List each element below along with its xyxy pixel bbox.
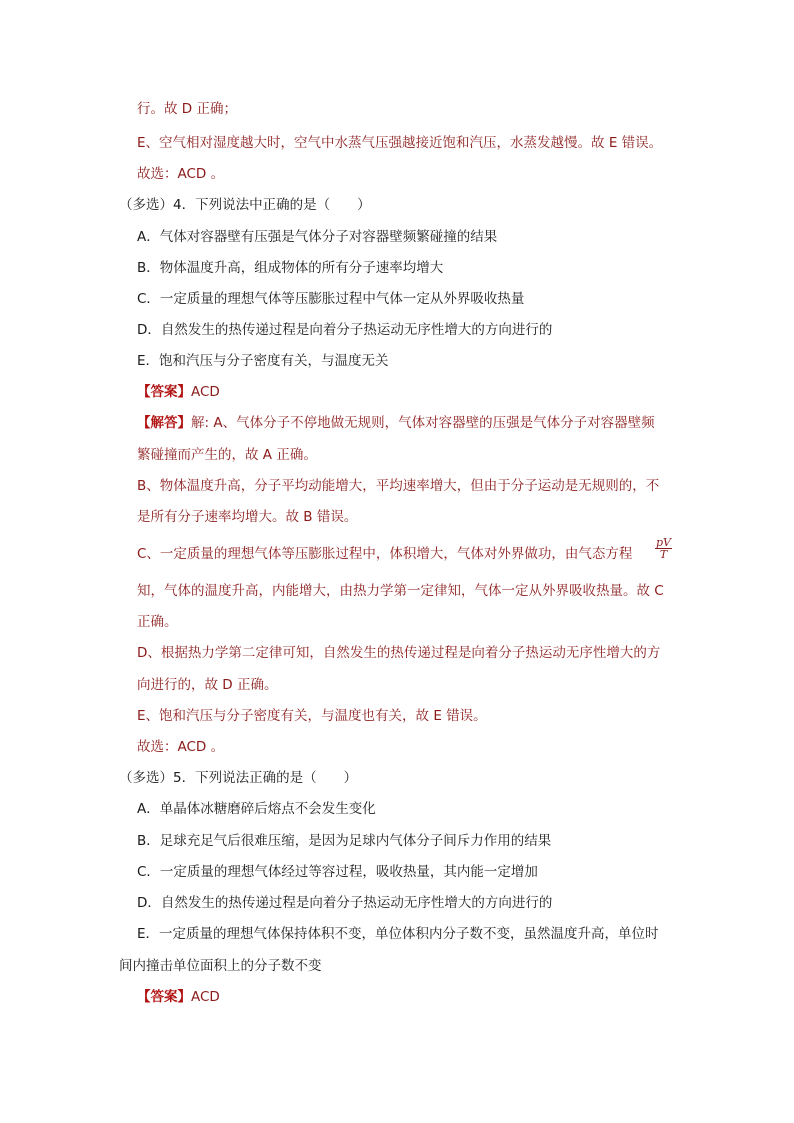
question-5-option-d: D．自然发生的热传递过程是向着分子热运动无序性增大的方向进行的 (137, 895, 553, 911)
solution-4-line: B、物体温度升高，分子平均动能增大，平均速率增大，但由于分子运动是无规则的，不 (137, 478, 660, 494)
answer-tag: 【答案】 (137, 989, 191, 1005)
question-4-option-b: B．物体温度升高，组成物体的所有分子速率均增大 (137, 260, 444, 276)
solution-4-line: 向进行的，故 D 正确。 (137, 677, 278, 693)
solution-4-line: 知，气体的温度升高，内能增大，由热力学第一定律知，气体一定从外界吸收热量。故 C (137, 583, 664, 599)
question-5-option-e: E．一定质量的理想气体保持体积不变，单位体积内分子数不变，虽然温度升高，单位时 (137, 926, 659, 942)
solution-4-line: 是所有分子速率均增大。故 B 错误。 (137, 509, 358, 525)
answer-5 (137, 987, 220, 1007)
question-5-stem: （多选）5．下列说法正确的是（ ） (119, 770, 358, 786)
question-4-option-d: D．自然发生的热传递过程是向着分子热运动无序性增大的方向进行的 (137, 322, 553, 338)
question-4-option-c: C．一定质量的理想气体等压膨胀过程中气体一定从外界吸收热量 (137, 291, 525, 307)
question-5-option-b: B．足球充足气后很难压缩，是因为足球内气体分子间斥力作用的结果 (137, 833, 552, 849)
question-4-stem: （多选）4．下列说法中正确的是（ ） (119, 197, 371, 213)
question-4-option-e: E．饱和汽压与分子密度有关，与温度无关 (137, 353, 389, 369)
fraction-denominator: T (659, 548, 668, 561)
answer-tag: 【答案】 (137, 384, 191, 400)
solution-4-line: E、饱和汽压与分子密度有关，与温度也有关，故 E 错误。 (137, 708, 487, 724)
question-5-option-e-cont: 间内撞击单位面积上的分子数不变 (119, 958, 322, 974)
solution-4-line: 正确。 (137, 614, 178, 630)
answer-value: ACD (191, 989, 220, 1005)
question-4-option-a: A．气体对容器壁有压强是气体分子对容器壁频繁碰撞的结果 (137, 229, 498, 245)
text-line: 行。故 D 正确； (137, 101, 237, 117)
text-line: 故选：ACD 。 (137, 166, 225, 182)
solution-tag: 【解答】 (137, 415, 191, 431)
solution-4-line: C、一定质量的理想气体等压膨胀过程中，体积增大，气体对外界做功，由气态方程 (137, 546, 633, 562)
question-5-option-a: A．单晶体冰糖磨碎后熔点不会发生变化 (137, 801, 376, 817)
answer-4 (137, 382, 220, 402)
text-line: E、空气相对湿度越大时，空气中水蒸气压强越接近饱和汽压，水蒸发越慢。故 E 错误。 (137, 135, 663, 151)
gas-equation-fraction (655, 537, 672, 560)
solution-4-line: D、根据热力学第二定律可知，自然发生的热传递过程是向着分子热运动无序性增大的方 (137, 645, 661, 661)
answer-value: ACD (191, 384, 220, 400)
question-5-option-c: C．一定质量的理想气体经过等容过程，吸收热量，其内能一定增加 (137, 864, 538, 880)
solution-4-line (137, 413, 655, 433)
solution-text: 解: A、气体分子不停地做无规则，气体对容器壁的压强是气体分子对容器壁频 (191, 415, 655, 431)
solution-4-line: 故选：ACD 。 (137, 739, 225, 755)
solution-4-line: 繁碰撞而产生的，故 A 正确。 (137, 447, 317, 463)
fraction-numerator: pV (656, 536, 671, 549)
